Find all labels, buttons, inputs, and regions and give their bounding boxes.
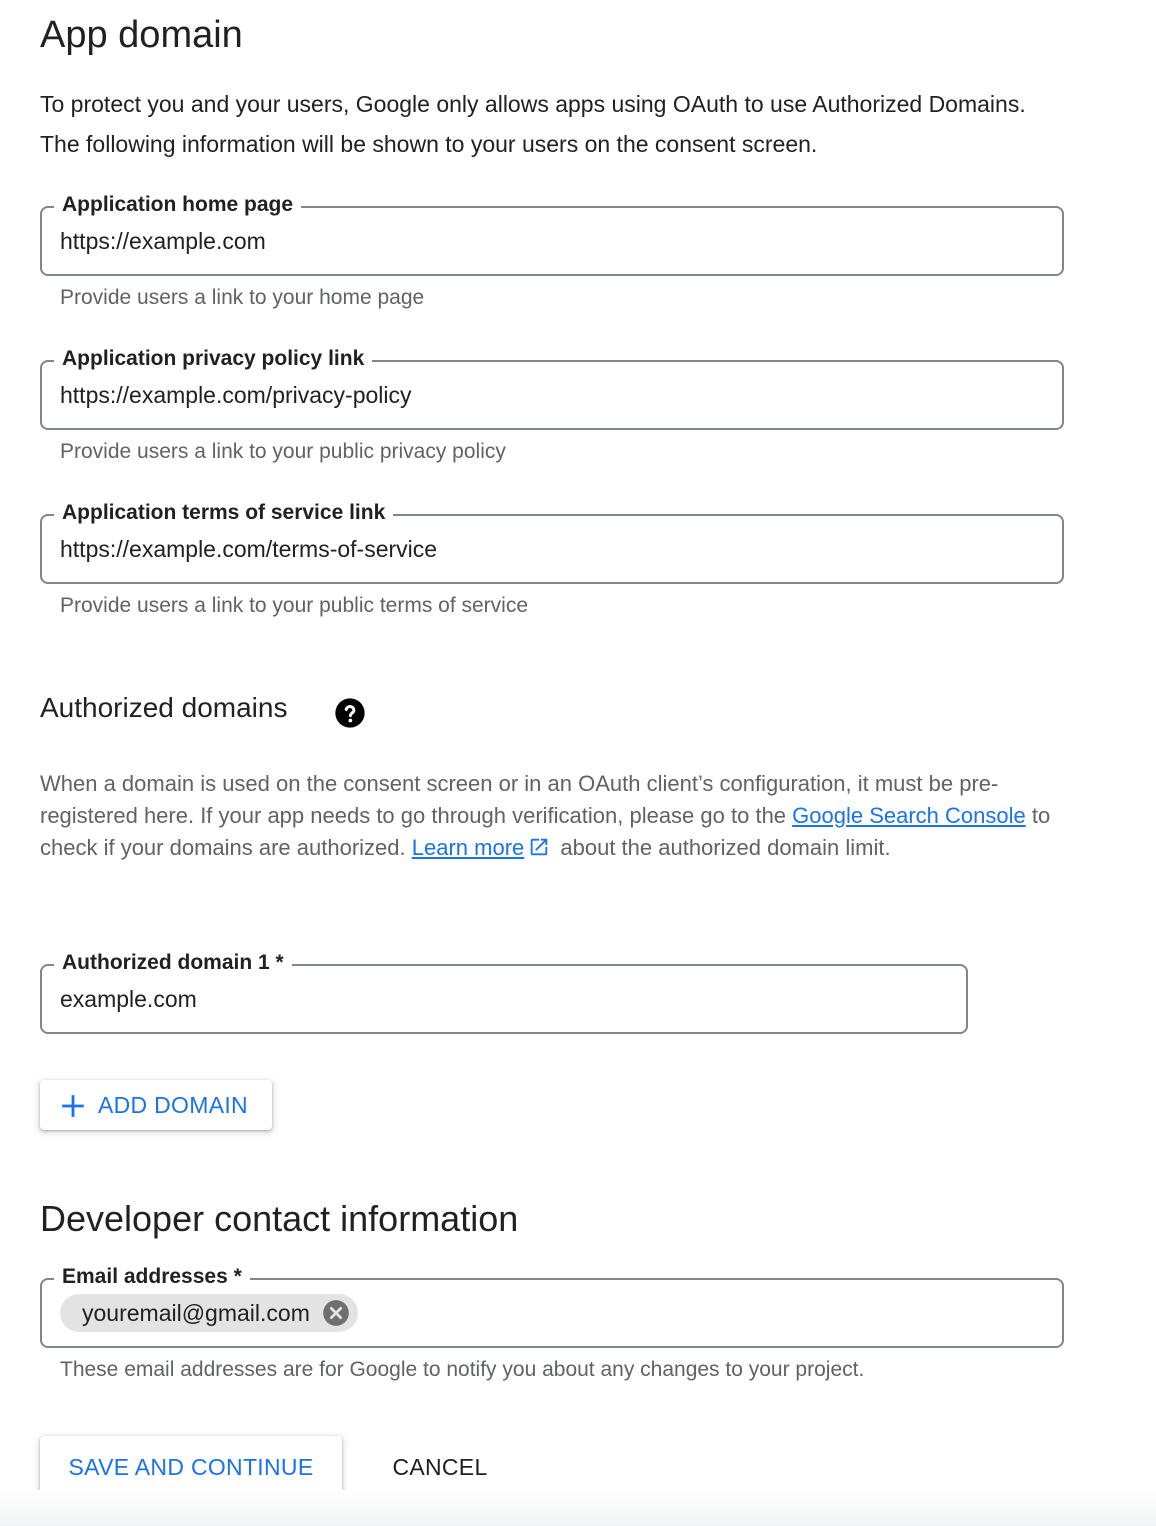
terms-of-service-input[interactable] (60, 534, 1040, 564)
email-chip[interactable] (60, 1294, 358, 1332)
home-page-hint: Provide users a link to your home page (60, 286, 425, 309)
google-search-console-link[interactable]: Google Search Console (792, 803, 1026, 828)
home-page-label: Application home page (54, 191, 301, 219)
authorized-domain-1-input[interactable] (60, 984, 944, 1014)
privacy-policy-label: Application privacy policy link (54, 345, 372, 373)
app-domain-intro: To protect you and your users, Google only allows apps using OAuth to use Authorized Domains. The following information will be shown to your users on the consent screen. (40, 91, 1026, 157)
save-and-continue-button[interactable]: SAVE AND CONTINUE (40, 1436, 342, 1498)
home-page-field[interactable] (40, 193, 1064, 276)
privacy-policy-hint: Provide users a link to your public privacy policy (60, 440, 506, 463)
terms-of-service-field[interactable] (40, 501, 1064, 584)
privacy-policy-field[interactable] (40, 347, 1064, 430)
remove-chip-icon[interactable] (322, 1299, 350, 1327)
terms-of-service-hint: Provide users a link to your public terms of service (60, 594, 529, 617)
email-chip-label: youremail@gmail.com (82, 1299, 310, 1326)
email-addresses-hint: These email addresses are for Google to notify you about any changes to your project. (60, 1358, 865, 1381)
authorized-domains-description (40, 768, 1070, 864)
cancel-button[interactable]: CANCEL (372, 1436, 508, 1498)
authorized-domain-1-label: Authorized domain 1 * (54, 949, 292, 977)
authorized-domains-title: Authorized domains (40, 692, 288, 723)
learn-more-link[interactable]: Learn more (411, 835, 525, 860)
home-page-input[interactable] (60, 226, 1040, 256)
add-domain-button[interactable] (40, 1080, 272, 1130)
privacy-policy-input[interactable] (60, 380, 1040, 410)
open-in-new-icon[interactable] (528, 836, 550, 858)
email-addresses-field[interactable] (40, 1265, 1064, 1348)
app-domain-title: App domain (40, 14, 243, 56)
developer-contact-title: Developer contact information (40, 1198, 519, 1239)
bottom-shadow-divider (0, 1490, 1156, 1526)
add-domain-label: ADD DOMAIN (98, 1092, 248, 1118)
email-addresses-label: Email addresses * (54, 1263, 250, 1291)
authorized-domain-1-field[interactable] (40, 951, 968, 1034)
help-circle-icon[interactable] (334, 697, 366, 729)
description-text-3: about the authorized domain limit. (554, 835, 891, 860)
description-text-2: to check if your domains are authorized. (40, 803, 1051, 860)
description-text-1: When a domain is used on the consent screen or in an OAuth client’s configuration, it must be pre-registered here. If your app needs to go through verification, please go to the (40, 771, 999, 828)
plus-icon (60, 1093, 86, 1119)
terms-of-service-label: Application terms of service link (54, 499, 393, 527)
